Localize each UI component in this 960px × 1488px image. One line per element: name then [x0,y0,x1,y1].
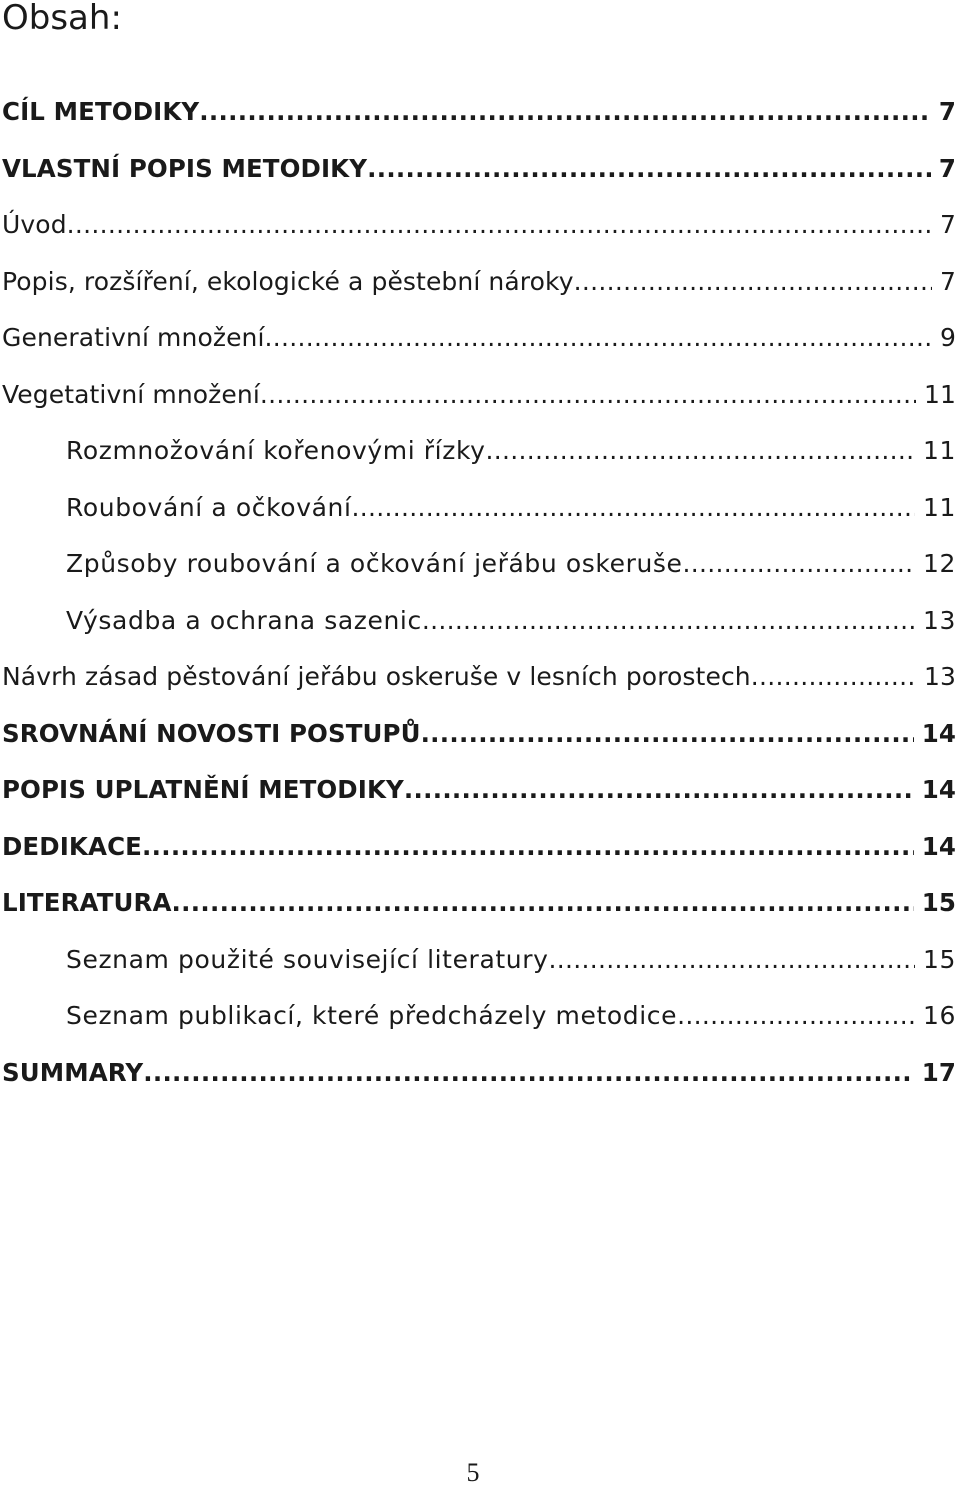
toc-entry-page: 7 [939,266,956,296]
toc-entry[interactable] [2,988,956,1045]
toc-entry-page: 11 [922,436,956,465]
toc-dot-leader [142,819,914,876]
toc-dot-leader [574,254,932,311]
toc-entry-title: Popis, rozšíření, ekologické a pěstební nároky [2,266,574,296]
toc-entry[interactable] [2,480,956,537]
toc-entry[interactable] [2,762,956,819]
toc-entry[interactable] [2,367,956,424]
toc-entry-title: Rozmnožování kořenovými řízky [66,436,486,465]
page-title: Obsah: [2,0,122,38]
toc-dot-leader [677,988,915,1045]
toc-entry-title: POPIS UPLATNĚNÍ METODIKY [2,775,404,804]
toc-entry-title: Úvod [2,210,67,239]
toc-dot-leader [486,423,915,480]
toc-entry-title: SROVNÁNÍ NOVOSTI POSTUPŮ [2,718,421,748]
toc-entry[interactable] [2,84,956,141]
toc-entry[interactable] [2,932,956,989]
toc-entry-page: 15 [922,944,956,974]
toc-entry-title: Výsadba a ochrana sazenic [66,605,422,635]
table-of-contents [2,84,956,1101]
toc-entry-title: SUMMARY [2,1057,144,1087]
toc-dot-leader [143,1045,913,1102]
toc-entry[interactable] [2,197,956,254]
toc-dot-leader [548,932,915,989]
toc-entry-page: 9 [939,323,956,352]
toc-dot-leader [404,762,914,819]
toc-entry[interactable] [2,1045,956,1102]
toc-entry-title: Způsoby roubování a očkování jeřábu oskeruše [66,549,683,578]
toc-dot-leader [683,536,915,593]
toc-entry-title: Roubování a očkování [66,492,352,522]
toc-entry[interactable] [2,254,956,311]
toc-dot-leader [172,875,914,932]
toc-entry-page: 17 [921,1057,956,1087]
toc-entry-page: 14 [921,775,956,804]
toc-entry-page: 12 [922,549,956,578]
toc-entry-title: Generativní množení [2,323,265,352]
toc-entry-page: 13 [922,605,956,635]
toc-dot-leader [199,84,931,141]
toc-entry-page: 13 [923,662,956,691]
toc-entry[interactable] [2,593,956,650]
toc-entry-page: 7 [938,153,956,183]
toc-entry[interactable] [2,310,956,367]
toc-entry[interactable] [2,706,956,763]
toc-dot-leader [67,197,932,254]
toc-dot-leader [367,141,931,198]
toc-dot-leader [421,706,914,763]
toc-entry[interactable] [2,423,956,480]
toc-entry-title: LITERATURA [2,888,172,917]
toc-entry-page: 14 [921,831,956,861]
toc-entry-title: Návrh zásad pěstování jeřábu oskeruše v lesních porostech [2,662,751,691]
page-number: 5 [466,1458,480,1487]
toc-entry-page: 14 [921,718,956,748]
toc-entry[interactable] [2,536,956,593]
toc-dot-leader [751,649,916,706]
toc-entry[interactable] [2,649,956,706]
toc-entry[interactable] [2,819,956,876]
toc-entry-page: 11 [923,379,956,409]
toc-entry-page: 11 [922,492,956,522]
toc-entry-title: Vegetativní množení [2,379,260,409]
toc-entry-title: DEDIKACE [2,831,142,861]
toc-entry-page: 15 [921,888,956,917]
toc-entry-page: 7 [939,210,956,239]
toc-dot-leader [265,310,932,367]
toc-entry-title: CÍL METODIKY [2,97,200,126]
toc-entry-title: Seznam použité související literatury [66,944,549,974]
toc-entry-title: Seznam publikací, které předcházely metodice [66,1001,678,1030]
toc-dot-leader [422,593,915,650]
toc-entry-page: 16 [922,1001,956,1030]
toc-entry[interactable] [2,875,956,932]
toc-dot-leader [260,367,916,424]
toc-entry[interactable] [2,141,956,198]
toc-entry-page: 7 [938,97,956,126]
toc-entry-title: VLASTNÍ POPIS METODIKY [2,153,368,183]
toc-dot-leader [352,480,915,537]
